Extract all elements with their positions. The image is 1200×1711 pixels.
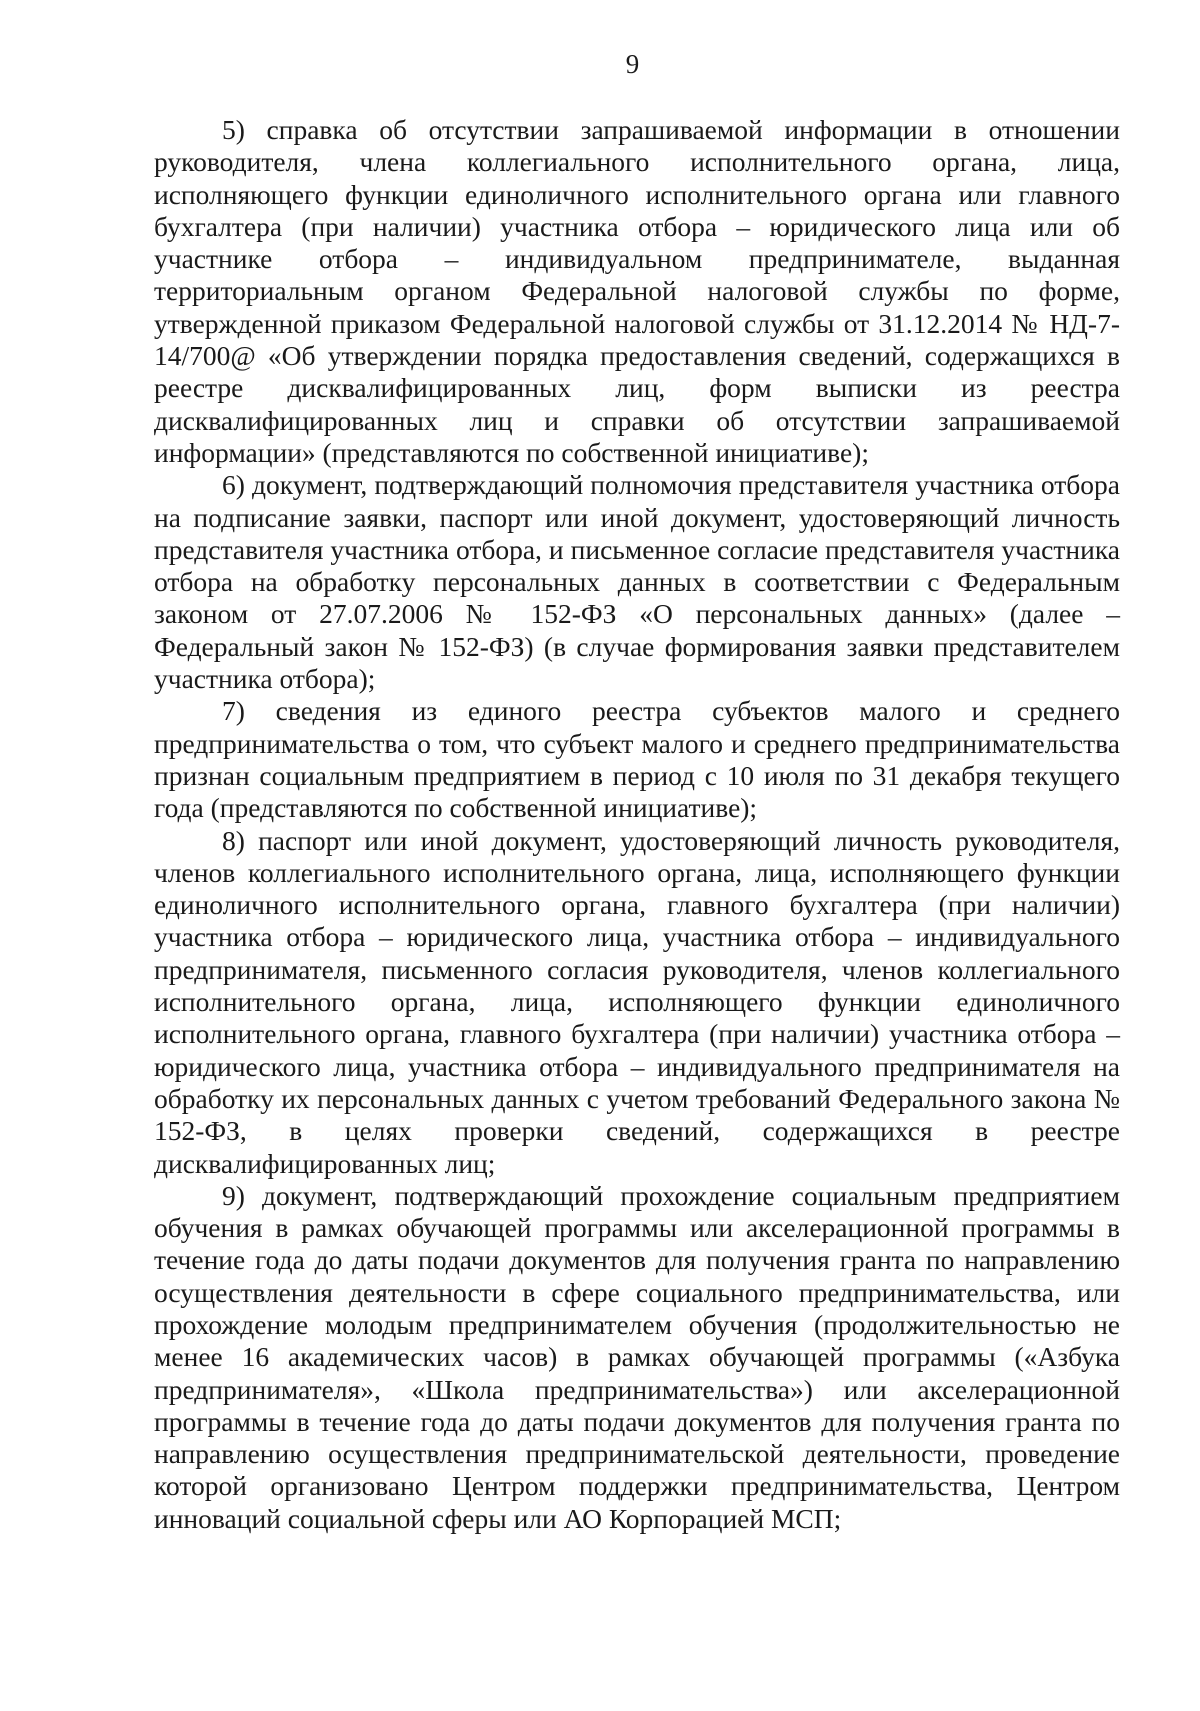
list-item-9: 9) документ, подтверждающий прохождение социальным предприятием обучения в рамках обучающей программы или акселерационной программы в течение года до даты подачи документов для получения гранта по направлению осуществления деятельности в сфере социального предпринимательства, или прохождение молодым предпринимателем обучения (продолжительностью не менее 16 академических часов) в рамках обучающей программы («Азбука предпринимателя», «Школа предпринимательства») или акселерационной программы в течение года до даты подачи документов для получения гранта по направлению осуществления предпринимательской деятельности, проведение которой организовано Центром поддержки предпринимательства, Центром инноваций социальной сферы или АО Корпорацией МСП; xyxy=(154,1179,1120,1534)
list-item-8: 8) паспорт или иной документ, удостоверяющий личность руководителя, членов коллегиального исполнительного органа, лица, исполняющего функции единоличного исполнительного органа, главного бухгалтера (при наличии) участника отбора – юридического лица, участника отбора – индивидуального предпринимателя, письменного согласия руководителя, членов коллегиального исполнительного органа, лица, исполняющего функции единоличного исполнительного органа, главного бухгалтера (при наличии) участника отбора – юридического лица, участника отбора – индивидуального предпринимателя на обработку их персональных данных с учетом требований Федерального закона № 152-ФЗ, в целях проверки сведений, содержащихся в реестре дисквалифицированных лиц; xyxy=(154,824,1120,1179)
list-item-6: 6) документ, подтверждающий полномочия представителя участника отбора на подписание заявки, паспорт или иной документ, удостоверяющий личность представителя участника отбора, и письменное согласие представителя участника отбора на обработку персональных данных в соответствии с Федеральным законом от 27.07.2006 № 152-ФЗ «О персональных данных» (далее – Федеральный закон № 152-ФЗ) (в случае формирования заявки представителем участника отбора); xyxy=(154,469,1120,695)
document-body xyxy=(154,114,1120,1535)
page-number: 9 xyxy=(625,49,640,79)
list-item-5: 5) справка об отсутствии запрашиваемой информации в отношении руководителя, члена коллегиального исполнительного органа, лица, исполняющего функции единоличного исполнительного органа или главного бухгалтера (при наличии) участника отбора – юридического лица или об участнике отбора – индивидуальном предпринимателе, выданная территориальным органом Федеральной налоговой службы по форме, утвержденной приказом Федеральной налоговой службы от 31.12.2014 № НД-7-14/700@ «Об утверждении порядка предоставления сведений, содержащихся в реестре дисквалифицированных лиц, форм выписки из реестра дисквалифицированных лиц и справки об отсутствии запрашиваемой информации» (представляются по собственной инициативе); xyxy=(154,114,1120,468)
list-item-7: 7) сведения из единого реестра субъектов малого и среднего предпринимательства о том, что субъект малого и среднего предпринимательства признан социальным предприятием в период с 10 июля по 31 декабря текущего года (представляются по собственной инициативе); xyxy=(154,695,1120,824)
